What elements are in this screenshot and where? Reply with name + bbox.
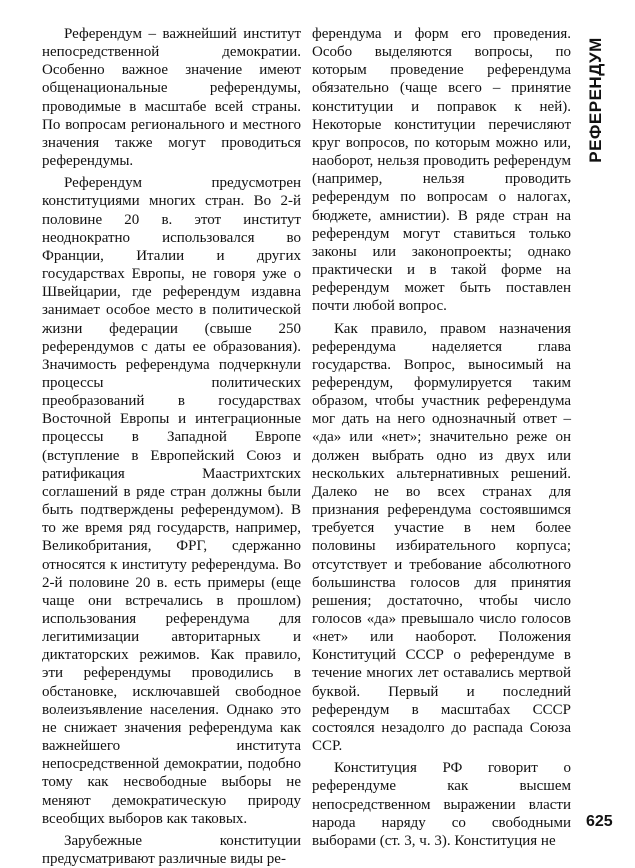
paragraph-head-of-state: Как правило, правом назначения референдума наделяется глава государства. Вопрос, выносимый на референдум, формулируется таким образом, чтобы участник референдума мог дать на него однозначный ответ – «да» или «нет»; значительно реже он должен выбрать одно из двух или нескольких альтернативных решений. Далеко не во всех странах для признания референдума состоявшимся требуется участие в нем более половины избирательного корпуса; отсутствует и требование абсолютного большинства голосов для принятия решения; достаточно, чтобы число голосов «да» превышало число голосов «нет» или наоборот. Положения Конституций СССР о референдуме в течение многих лет оставались мертвой буквой. Первый и последний референдум в масштабах СССР состоялся незадолго до распада Союза ССР. xyxy=(312,320,571,755)
paragraph-constitutions: Референдум предусмотрен конституциями многих стран. Во 2-й половине 20 в. этот институт неоднократно использовался во Франции, Италии и других государствах Европы, не говоря уже о Швейцарии, где референдум издавна занимает особое место в политической жизни федерации (свыше 250 референдумов с даты ее образования). Значимость референдума подчеркнули процессы политических преобразований в государствах Восточной Европы и интеграционные процессы в Западной Европе (вступление в Европейский Союз и ратификация Маастрихтских соглашений в ряде стран должны были быть подтверждены референдумом). В то же время ряд государств, например, Великобритания, ФРГ, сдержанно относятся к институту референдума. Во 2-й половине 20 в. есть примеры (еще чаще они встречались в прошлом) использования референдума для легитимизации авторитарных и диктаторских режимов. Как правило, эти референдумы проводились в обстановке, исключавшей свободное волеизъявление населения. Однако это не снижает значения референдума как важнейшего института непосредственной демократии, подобно тому как несвободные выборы не меняют демократическую природу всеобщих выборов как таковых. xyxy=(42,175,301,827)
right-column xyxy=(312,25,571,850)
paragraph-foreign-constitutions: Зарубежные конституции предусматривают различные виды ре- xyxy=(42,832,301,868)
page-number: 625 xyxy=(586,813,613,830)
running-head-text: РЕФЕРЕНДУМ xyxy=(586,37,605,163)
running-head xyxy=(583,30,609,170)
paragraph-rf-constitution: Конституция РФ говорит о референдуме как высшем непосредственном выражении власти народа наряду со свободными выборами (ст. 3, ч. 3). Конституция не xyxy=(312,760,571,849)
paragraph-definition: Референдум – важнейший институт непосредственной демократии. Особенно важное значение имеют общенациональные референдумы, проводимые в масштабе всей страны. По вопросам регионального и местного значения также могут проводиться референдумы. xyxy=(42,26,301,170)
left-column xyxy=(42,25,301,868)
paragraph-continuation: ферендума и форм его проведения. Особо выделяются вопросы, по которым проведение референдума обязательно (чаще всего – принятие конституции и поправок к ней). Некоторые конституции перечисляют круг вопросов, по которым можно или, наоборот, нельзя проводить референдум (например, нельзя проводить референдум по вопросам о налогах, бюджете, амнистии). В ряде стран на референдум могут ставиться только законы или законопроекты; однако практически и в такой форме на референдум может быть поставлен почти любой вопрос. xyxy=(312,26,571,315)
